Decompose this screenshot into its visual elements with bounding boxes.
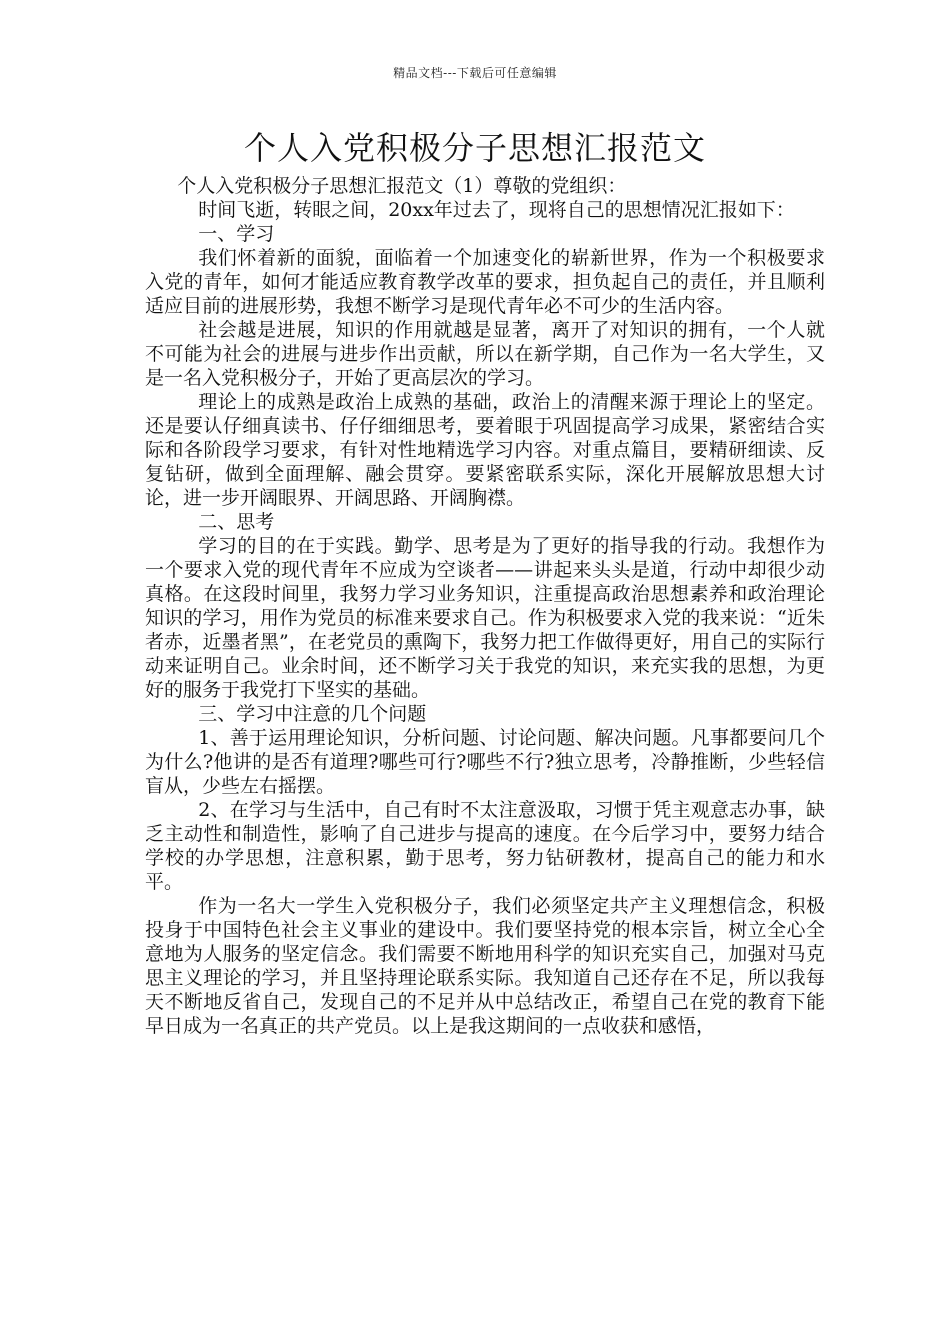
closing-paragraph: 作为一名大一学生入党积极分子，我们必须坚定共产主义理想信念，积极投身于中国特色社会主义事业的建设中。我们要坚持党的根本宗旨，树立全心全意地为人服务的坚定信念。我们需要不断地用科学的知识充实自己，加强对马克思主义理论的学习，并且坚持理论联系实际。我知道自己还存在不足，所以我每天不断地反省自己，发现自己的不足并从中总结改正，希望自己在党的教育下能早日成为一名真正的共产党员。以上是我这期间的一点收获和感悟， bbox=[145, 895, 825, 1037]
intro-line: 个人入党积极分子思想汇报范文（1）尊敬的党组织： bbox=[177, 175, 627, 197]
section-3-heading: 三、学习中注意的几个问题 bbox=[198, 703, 427, 725]
opening-paragraph: 时间飞逝，转眼之间，20xx年过去了，现将自己的思想情况汇报如下： bbox=[198, 199, 795, 221]
section-1-paragraph-3: 理论上的成熟是政治上成熟的基础，政治上的清醒来源于理论上的坚定。还是要认仔细真读书、仔仔细细思考，要着眼于巩固提高学习成果，紧密结合实际和各阶段学习要求，有针对性地精选学习内容。对重点篇目，要精研细读、反复钻研，做到全面理解、融会贯穿。要紧密联系实际，深化开展解放思想大讨论，进一步开阔眼界、开阔思路、开阔胸襟。 bbox=[145, 391, 825, 509]
section-3-item-1: 1、善于运用理论知识，分析问题、讨论问题、解决问题。凡事都要问几个为什么?他讲的是否有道理?哪些可行?哪些不行?独立思考，冷静推断，少些轻信盲从，少些左右摇摆。 bbox=[145, 727, 825, 797]
section-3-item-2: 2、在学习与生活中，自己有时不太注意汲取，习惯于凭主观意志办事，缺乏主动性和制造性，影响了自己进步与提高的速度。在今后学习中，要努力结合学校的办学思想，注意积累，勤于思考，努力钻研教材，提高自己的能力和水平。 bbox=[145, 799, 825, 893]
header-watermark: 精品文档---下载后可任意编辑 bbox=[393, 66, 557, 80]
section-1-heading: 一、学习 bbox=[198, 223, 275, 245]
section-2-heading: 二、思考 bbox=[198, 511, 275, 533]
document-title: 个人入党积极分子思想汇报范文 bbox=[243, 129, 706, 167]
section-2-paragraph-1: 学习的目的在于实践。勤学、思考是为了更好的指导我的行动。我想作为一个要求入党的现代青年不应成为空谈者——讲起来头头是道，行动中却很少动真格。在这段时间里，我努力学习业务知识，注重提高政治思想素养和政治理论知识的学习，用作为党员的标准来要求自己。作为积极要求入党的我来说：“近朱者赤，近墨者黑”，在老党员的熏陶下，我努力把工作做得更好，用自己的实际行动来证明自己。业余时间，还不断学习关于我党的知识，来充实我的思想，为更好的服务于我党打下坚实的基础。 bbox=[145, 535, 825, 701]
section-1-paragraph-2: 社会越是进展，知识的作用就越是显著，离开了对知识的拥有，一个人就不可能为社会的进展与进步作出贡献，所以在新学期，自己作为一名大学生，又是一名入党积极分子，开始了更高层次的学习。 bbox=[145, 319, 825, 389]
document-body bbox=[145, 174, 825, 1038]
section-1-paragraph-1: 我们怀着新的面貌，面临着一个加速变化的崭新世界，作为一个积极要求入党的青年，如何才能适应教育教学改革的要求，担负起自己的责任，并且顺利适应目前的进展形势，我想不断学习是现代青年必不可少的生活内容。 bbox=[145, 247, 825, 317]
